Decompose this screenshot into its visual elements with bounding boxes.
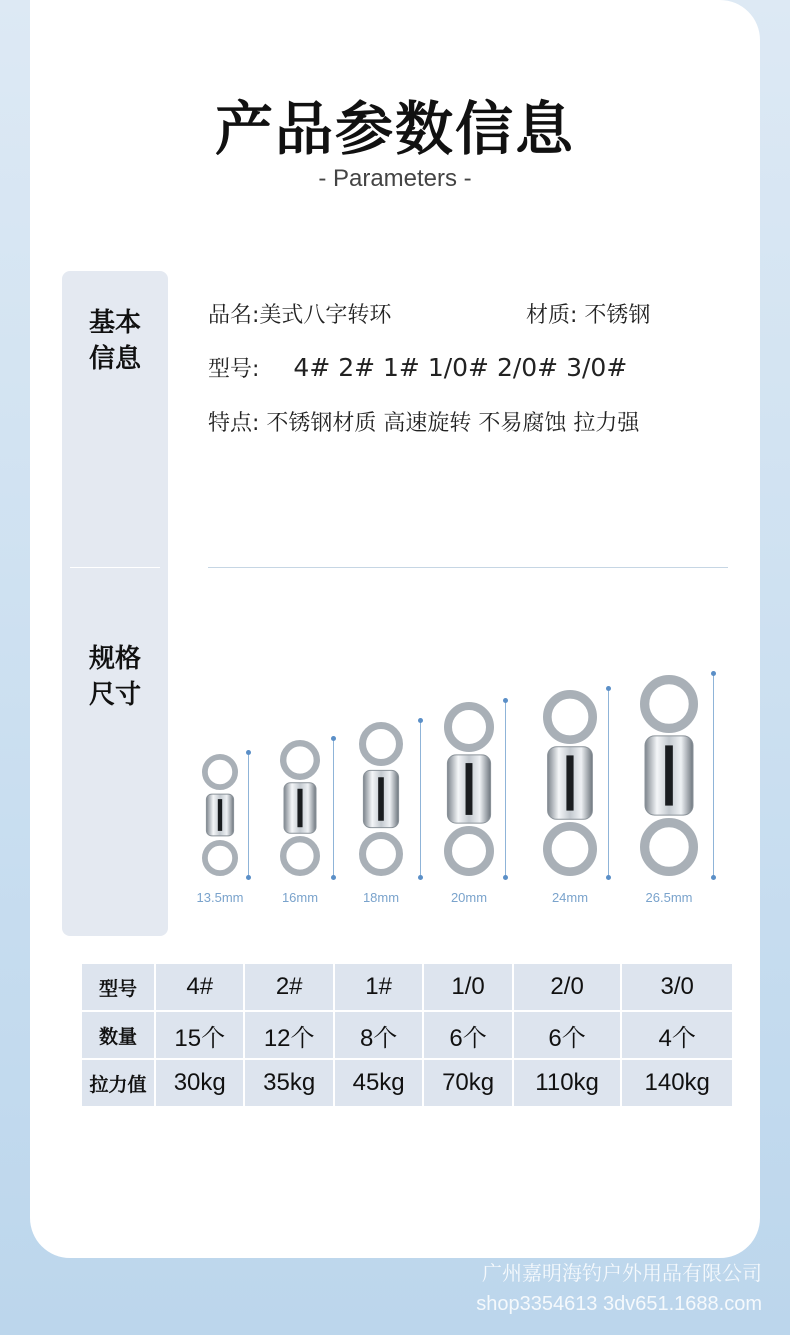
swivel-slot	[566, 755, 573, 810]
size-label: 20mm	[450, 890, 488, 905]
dimension-dot-bottom	[711, 875, 716, 880]
dimension-dot-top	[606, 686, 611, 691]
swivel-3	[349, 720, 413, 878]
table-cell: 4#	[155, 963, 244, 1011]
name-value: 美式八字转环	[259, 303, 392, 328]
side-label-size-line2: 尺寸	[88, 680, 141, 710]
table-cell: 45kg	[334, 1059, 423, 1107]
table-cell: 30kg	[155, 1059, 244, 1107]
feature-label: 特点:	[208, 411, 260, 436]
swivel-slot	[466, 763, 473, 815]
side-label-basic-line2: 信息	[88, 344, 141, 374]
table-row	[81, 1011, 733, 1059]
swivel-2	[270, 738, 330, 878]
size-label: 16mm	[281, 890, 319, 905]
model-value: 4# 2# 1# 1/0# 2/0# 3/0#	[293, 353, 628, 382]
size-label: 18mm	[362, 890, 400, 905]
table-cell: 2/0	[513, 963, 622, 1011]
table-cell: 2#	[244, 963, 333, 1011]
swivel-1	[192, 752, 248, 878]
swivel-bottom-ring	[283, 839, 317, 873]
dimension-line	[333, 738, 334, 878]
dimension-line	[608, 688, 609, 878]
table-cell: 6个	[513, 1011, 622, 1059]
table-cell: 1#	[334, 963, 423, 1011]
material-value: 不锈钢	[584, 303, 651, 328]
swivel-slot	[378, 777, 384, 820]
model-label: 型号:	[208, 357, 260, 382]
side-label-size	[62, 641, 168, 713]
size-label: 24mm	[551, 890, 589, 905]
table-row	[81, 1059, 733, 1107]
dimension-dot-top	[331, 736, 336, 741]
swivel-4	[434, 700, 504, 878]
table-cell: 1/0	[423, 963, 512, 1011]
dimension-dot-top	[503, 698, 508, 703]
swivel-bottom-ring	[645, 823, 694, 872]
info-material-row	[526, 298, 650, 329]
page-subtitle: - Parameters -	[318, 165, 472, 192]
row-header: 型号	[81, 963, 155, 1011]
side-divider	[70, 567, 160, 568]
dimension-dot-bottom	[331, 875, 336, 880]
watermark-shop: shop3354613 3dv651.1688.com	[476, 1293, 762, 1315]
swivel-5	[533, 688, 607, 878]
feature-value: 不锈钢材质 高速旋转 不易腐蚀 拉力强	[266, 411, 640, 436]
swivel-bottom-ring	[363, 836, 400, 873]
dimension-line	[505, 700, 506, 878]
dimension-dot-top	[246, 750, 251, 755]
swivel-top-ring	[547, 694, 592, 739]
row-header: 数量	[81, 1011, 155, 1059]
side-label-basic	[62, 305, 168, 377]
row-header: 拉力值	[81, 1059, 155, 1107]
swivel-top-ring	[448, 706, 490, 748]
table-cell: 3/0	[621, 963, 733, 1011]
dimension-dot-bottom	[246, 875, 251, 880]
page-title: 产品参数信息	[214, 95, 575, 163]
swivel-top-ring	[645, 680, 694, 729]
swivel-slot	[297, 789, 302, 827]
table-cell: 110kg	[513, 1059, 622, 1107]
table-cell: 4个	[621, 1011, 733, 1059]
table-cell: 12个	[244, 1011, 333, 1059]
swivel-bottom-ring	[205, 843, 235, 873]
dimension-dot-bottom	[606, 875, 611, 880]
swivel-bottom-ring	[448, 830, 490, 872]
table-cell: 70kg	[423, 1059, 512, 1107]
info-model-row	[208, 352, 627, 383]
side-label-size-line1: 规格	[88, 644, 141, 674]
table-cell: 15个	[155, 1011, 244, 1059]
side-label-basic-line1: 基本	[88, 308, 141, 338]
dimension-line	[248, 752, 249, 878]
info-name-row	[208, 298, 391, 329]
dimension-line	[420, 720, 421, 878]
swivel-6	[630, 673, 708, 878]
table-cell: 8个	[334, 1011, 423, 1059]
watermark-company: 广州嘉明海钓户外用品有限公司	[482, 1263, 762, 1285]
dimension-dot-bottom	[503, 875, 508, 880]
dimension-dot-top	[418, 718, 423, 723]
swivel-top-ring	[205, 757, 235, 787]
table-cell: 6个	[423, 1011, 512, 1059]
section-divider	[208, 567, 728, 568]
dimension-dot-bottom	[418, 875, 423, 880]
info-feature-row	[208, 406, 639, 437]
swivel-bottom-ring	[547, 826, 592, 871]
name-label: 品名:	[208, 303, 260, 328]
table-cell: 140kg	[621, 1059, 733, 1107]
spec-table	[80, 962, 734, 1108]
table-cell: 35kg	[244, 1059, 333, 1107]
dimension-line	[713, 673, 714, 878]
size-label: 13.5mm	[196, 890, 244, 905]
material-label: 材质:	[526, 303, 578, 328]
size-label: 26.5mm	[645, 890, 693, 905]
swivel-slot	[665, 745, 673, 805]
swivel-top-ring	[283, 743, 317, 777]
dimension-dot-top	[711, 671, 716, 676]
swivel-top-ring	[363, 726, 400, 763]
table-row	[81, 963, 733, 1011]
swivel-slot	[218, 799, 222, 831]
